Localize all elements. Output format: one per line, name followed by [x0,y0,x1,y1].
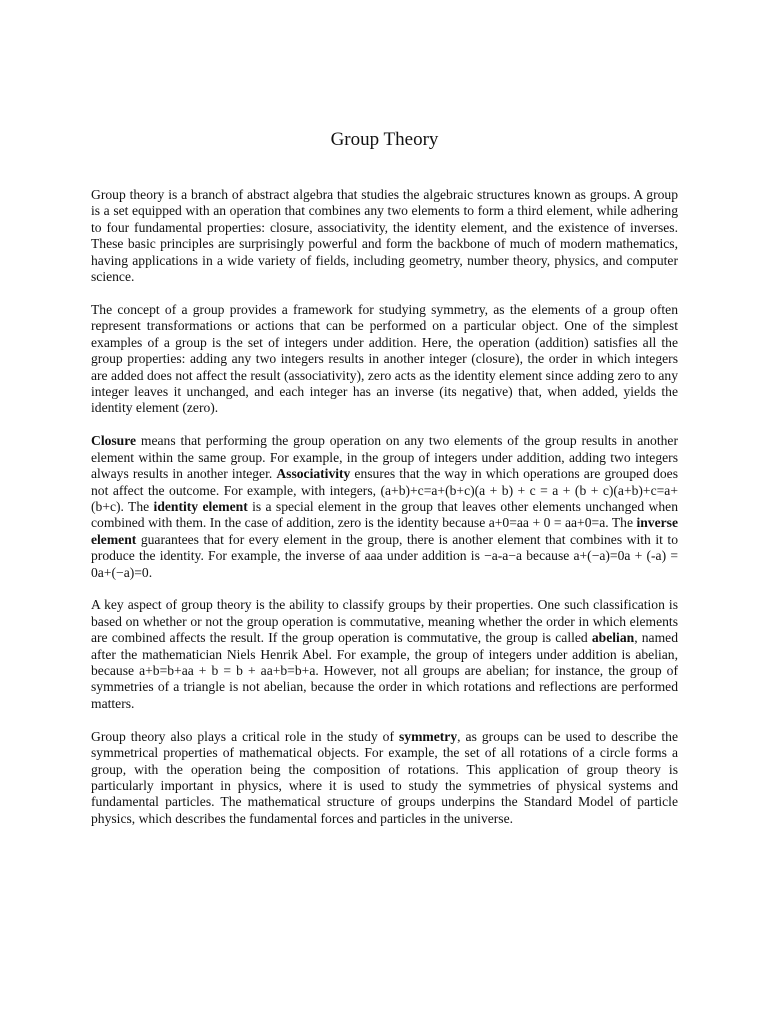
term-identity-element: identity element [153,498,248,514]
paragraph-text: , named after the mathematician Niels Henrik Abel. For example, the group of integers under addition is abelian, because a+b=b+aa + b = b + aa+b=b+a. However, not all groups are abelian; for instance, the group of symmetries of a triangle is not abelian, because the order in which rotations and reflections are performed matters. [91,630,678,711]
paragraph-group-properties [91,433,678,581]
paragraph-text: A key aspect of group theory is the ability to classify groups by their properties. One such classification is based on whether or not the group operation is commutative, meaning whether the order in which elements are combined affects the result. If the group operation is commutative, the group is called [91,597,678,646]
paragraph-text: guarantees that for every element in the group, there is another element that combines with it to produce the identity. For example, the inverse of aaa under addition is −a-a−a because a+(−a)=0a + (-a) = 0a+(−a)=0. [91,531,678,580]
paragraph-symmetry-framework [91,302,678,417]
term-abelian: abelian [591,630,635,646]
paragraph-text: The concept of a group provides a framework for studying symmetry, as the elements of a group often represent transformations or actions that can be performed on a particular object. One of the simplest examples of a group is the set of integers under addition. Here, the operation (addition) satisfies all the group properties: adding any two integers results in another integer (closure), the order in which integers are added does not affect the result (associativity), zero acts as the identity element since adding zero to any integer leaves it unchanged, and each integer has an inverse (its negative) that, when added, yields the identity element (zero). [91,301,678,416]
paragraph-intro [91,187,678,285]
paragraph-text: Group theory is a branch of abstract algebra that studies the algebraic structures known as groups. A group is a set equipped with an operation that combines any two elements to form a third element, while adhering to four fundamental properties: closure, associativity, the identity element, and the existence of inverses. These basic principles are surprisingly powerful and form the backbone of much of modern mathematics, having applications in a wide variety of fields, including geometry, number theory, physics, and computer science. [91,187,678,285]
term-inverse-element: inverse element [91,515,678,547]
paragraph-text: means that performing the group operation on any two elements of the group results in another element within the same group. For example, in the group of integers under addition, adding two integers always results in another integer. [91,433,678,482]
paragraph-abelian [91,597,678,712]
paragraph-text: , as groups can be used to describe the symmetrical properties of mathematical objects. For example, the set of all rotations of a circle forms a group, with the operation being the composition of rotations. This application of group theory is particularly important in physics, where it is used to study the symmetries of physical systems and fundamental particles. The mathematical structure of groups underpins the Standard Model of particle physics, which describes the fundamental forces and particles in the universe. [91,728,678,826]
term-closure: Closure [91,433,137,449]
paragraph-text: is a special element in the group that leaves other elements unchanged when combined with them. In the case of addition, zero is the identity because a+0=aa + 0 = aa+0=a. The [91,498,678,531]
document-body [91,187,678,844]
term-associativity: Associativity [276,466,351,482]
document-title: Group Theory [330,129,439,150]
paragraph-text: Group theory also plays a critical role in the study of [91,728,399,744]
paragraph-symmetry [91,729,678,827]
paragraph-text: ensures that the way in which operations are grouped does not affect the outcome. For example, with integers, (a+b)+c=a+(b+c)(a + b) + c = a + (b + c)(a+b)+c=a+(b+c). The [91,466,678,514]
term-symmetry: symmetry [399,728,458,744]
